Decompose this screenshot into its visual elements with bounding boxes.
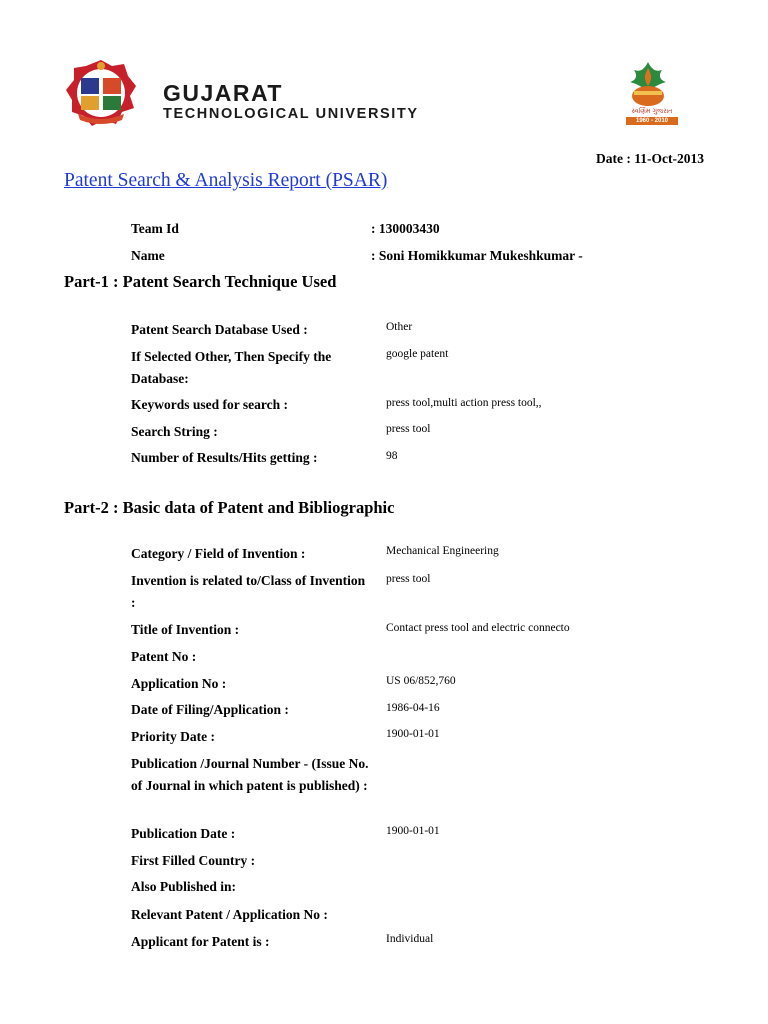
field-label: Application No : [131, 676, 227, 691]
field-value: press tool [386, 423, 431, 435]
field-label: Search String : [131, 424, 218, 439]
field-value: Mechanical Engineering [386, 545, 499, 557]
field-label: Invention is related to/Class of Invention : [131, 573, 366, 610]
field-label: Keywords used for search : [131, 397, 288, 412]
emblem-years: 1960 - 2010 [626, 117, 678, 125]
field-value: google patent [386, 348, 449, 360]
field-label: Also Published in: [131, 879, 237, 894]
part2-heading: Part-2 : Basic data of Patent and Bibliographic [64, 498, 395, 517]
field-label: Patent No : [131, 649, 197, 664]
field-label: Category / Field of Invention : [131, 546, 306, 561]
name-value: : Soni Homikkumar Mukeshkumar - [371, 248, 583, 263]
field-label: Date of Filing/Application : [131, 702, 289, 717]
field-value: Individual [386, 933, 434, 945]
university-name-line2: TECHNOLOGICAL UNIVERSITY [163, 106, 419, 122]
team-id-value: : 130003430 [371, 221, 440, 236]
field-label: Applicant for Patent is : [131, 934, 270, 949]
field-value: press tool,multi action press tool,, [386, 397, 542, 409]
field-label: Publication /Journal Number - (Issue No. of Journal in which patent is published) : [131, 756, 369, 793]
emblem-caption: સ્વર્ણિમ ગુજરાત [631, 108, 673, 115]
field-label: Priority Date : [131, 729, 215, 744]
field-label: Relevant Patent / Application No : [131, 907, 328, 922]
report-date: Date : 11-Oct-2013 [596, 151, 704, 166]
field-value: Contact press tool and electric connecto [386, 622, 570, 634]
university-name-line1: GUJARAT [163, 80, 283, 106]
team-id-label: Team Id [131, 221, 179, 236]
part1-heading: Part-1 : Patent Search Technique Used [64, 272, 337, 291]
field-label: If Selected Other, Then Specify the Database: [131, 349, 332, 386]
field-label: Patent Search Database Used : [131, 322, 308, 337]
field-label: Number of Results/Hits getting : [131, 450, 318, 465]
field-value: 1900-01-01 [386, 825, 440, 837]
field-value: 1900-01-01 [386, 728, 440, 740]
gtu-emblem-icon [64, 58, 138, 130]
field-value: 98 [386, 450, 398, 462]
report-title[interactable]: Patent Search & Analysis Report (PSAR) [64, 170, 388, 191]
field-label: First Filled Country : [131, 853, 256, 868]
field-label: Publication Date : [131, 826, 236, 841]
name-label: Name [131, 248, 165, 263]
field-value: 1986-04-16 [386, 702, 440, 714]
field-label: Title of Invention : [131, 622, 240, 637]
field-value: US 06/852,760 [386, 675, 456, 687]
field-value: Other [386, 321, 413, 333]
field-value: press tool [386, 573, 431, 585]
